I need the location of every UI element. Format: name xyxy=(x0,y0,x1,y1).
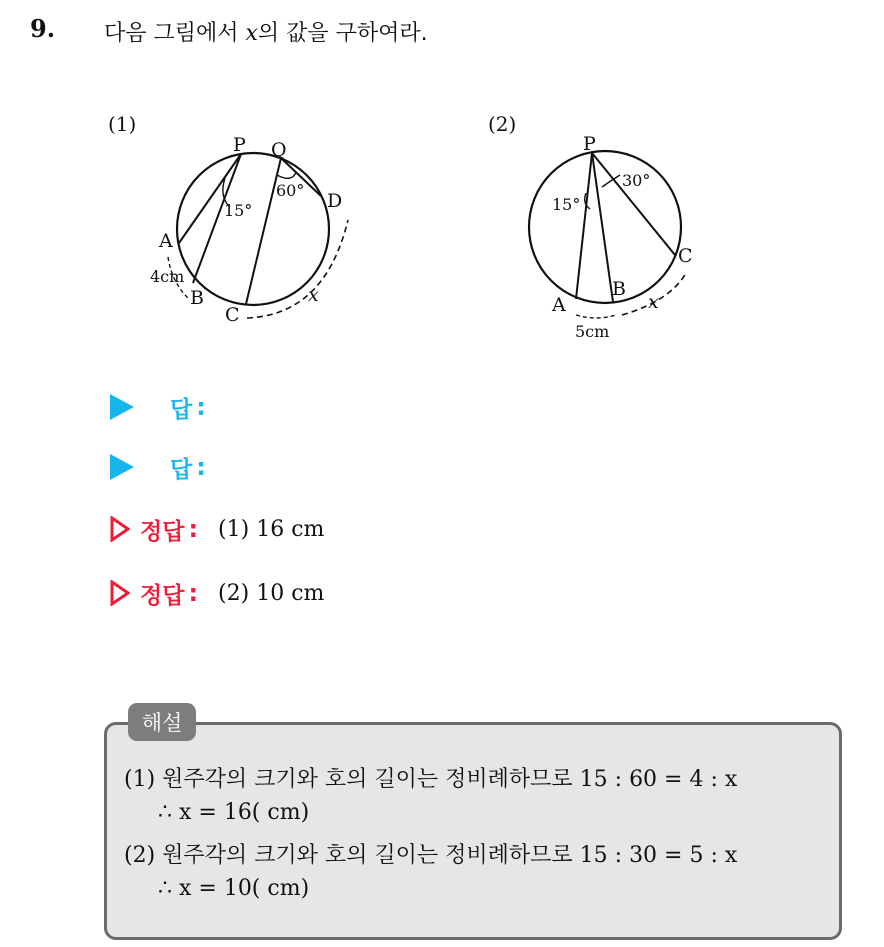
answer-row-1 xyxy=(110,390,206,424)
correct-answer-label: 정답 xyxy=(140,518,185,545)
outline-triangle-icon xyxy=(110,516,130,542)
question-number: 9. xyxy=(30,14,56,43)
play-icon xyxy=(110,454,134,480)
question-text-before: 다음 그림에서 xyxy=(104,21,246,46)
figure-1-label: (1) xyxy=(108,112,137,136)
explanation-line-1 xyxy=(124,762,737,793)
figure-1-circle xyxy=(177,153,329,305)
explanation-line-1-prefix: (1) xyxy=(124,767,163,792)
figure-1 xyxy=(100,105,380,345)
explanation-line-3 xyxy=(124,838,737,869)
figure-1-arc-variable: x xyxy=(308,284,319,306)
figure-2-point-c: C xyxy=(678,245,693,267)
play-icon xyxy=(110,394,134,420)
answer-row-2 xyxy=(110,450,206,484)
figure-1-angle-60: 60° xyxy=(276,181,305,200)
figure-1-point-a: A xyxy=(159,230,173,252)
chord-pa xyxy=(576,153,592,299)
question-variable: x xyxy=(245,21,258,46)
figure-1-point-d: D xyxy=(327,190,343,212)
correct-answer-value: (2) 10 cm xyxy=(218,580,325,606)
figure-1-arc-length: 4cm xyxy=(150,267,185,286)
explanation-line-3-prefix: (2) xyxy=(124,843,163,868)
explanation-line-3-math: 15 : 30 = 5 : x xyxy=(579,843,738,868)
figure-1-point-p: P xyxy=(233,134,246,156)
explanation-line-3-text: 원주각의 크기와 호의 길이는 정비례하므로 xyxy=(162,843,580,868)
explanation-line-2: ∴ x = 16( cm) xyxy=(158,800,310,825)
correct-answer-colon: : xyxy=(188,579,199,607)
answer-label: 답 xyxy=(170,396,193,423)
explanation-line-4: ∴ x = 10( cm) xyxy=(158,876,310,901)
answer-colon: : xyxy=(196,393,206,421)
correct-answer-colon: : xyxy=(188,515,199,543)
question-text-after: 의 값을 구하여라. xyxy=(257,21,428,46)
explanation-line-1-math: 15 : 60 = 4 : x xyxy=(579,767,738,792)
angle-arc-q xyxy=(277,172,296,178)
figure-1-point-b: B xyxy=(190,287,204,309)
figure-2-point-p: P xyxy=(583,133,596,155)
answer-colon: : xyxy=(196,453,206,481)
explanation-tab: 해설 xyxy=(128,703,196,741)
figure-2-arc-variable: x xyxy=(648,291,659,313)
outline-triangle-icon xyxy=(110,580,130,606)
figure-2-angle-30: 30° xyxy=(622,171,651,190)
correct-answer-row-2 xyxy=(110,576,324,610)
explanation-line-1-text: 원주각의 크기와 호의 길이는 정비례하므로 xyxy=(162,767,580,792)
figure-2 xyxy=(480,105,720,345)
correct-answer-row-1 xyxy=(110,512,324,546)
figure-2-arc-length: 5cm xyxy=(575,322,610,341)
correct-answer-label: 정답 xyxy=(140,582,185,609)
figure-1-point-c: C xyxy=(225,304,240,326)
correct-answer-value: (1) 16 cm xyxy=(218,516,325,542)
answer-label: 답 xyxy=(170,456,193,483)
chord-qc xyxy=(246,158,281,304)
figure-2-circle xyxy=(529,151,681,303)
figure-2-point-a: A xyxy=(552,294,566,316)
figure-2-angle-15: 15° xyxy=(552,195,581,214)
question-text xyxy=(104,16,428,47)
figure-2-label: (2) xyxy=(488,112,517,136)
explanation-box xyxy=(104,722,842,940)
figure-1-point-q: Q xyxy=(271,139,287,161)
figure-1-angle-15: 15° xyxy=(224,201,253,220)
figure-2-point-b: B xyxy=(612,278,626,300)
arc-5cm-dashed xyxy=(576,315,616,318)
